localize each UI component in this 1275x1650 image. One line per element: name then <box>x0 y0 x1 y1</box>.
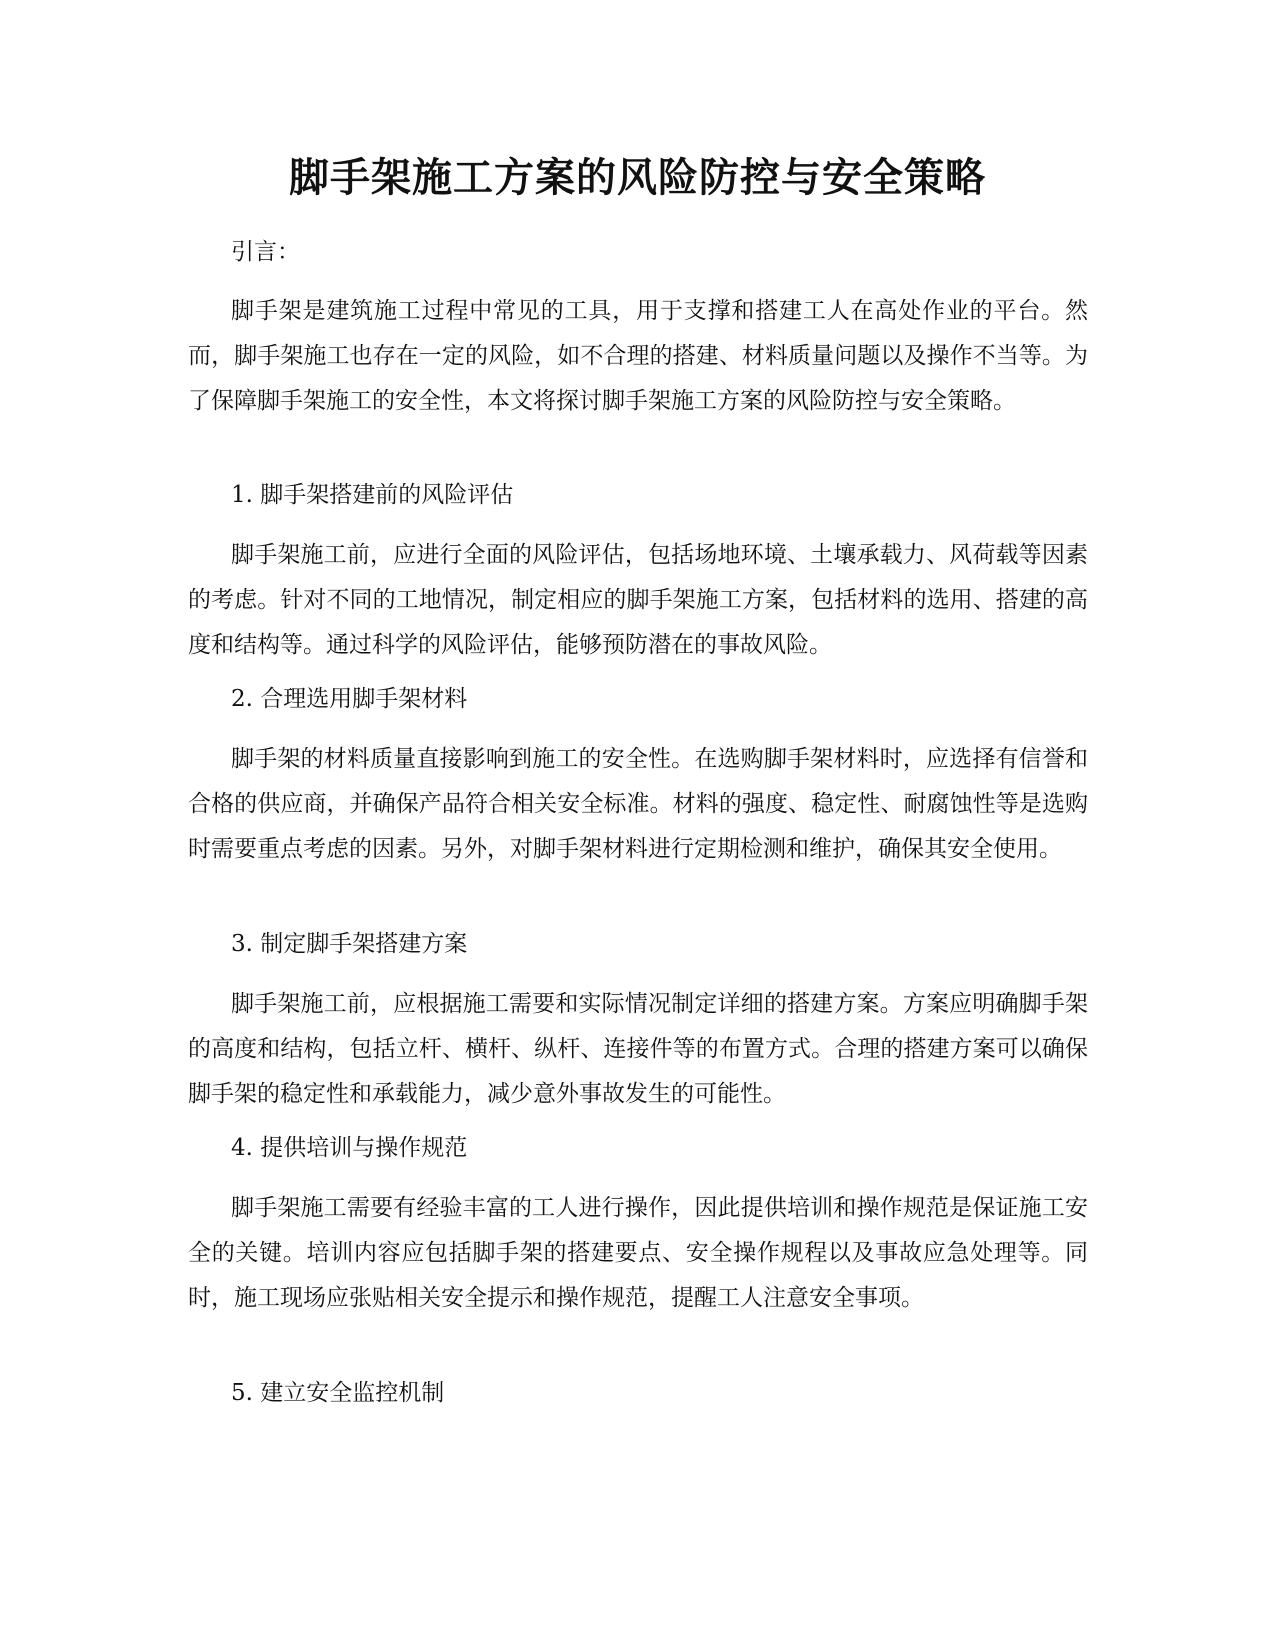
section-body-2: 脚手架的材料质量直接影响到施工的安全性。在选购脚手架材料时，应选择有信誉和合格的供应商，并确保产品符合相关安全标准。材料的强度、稳定性、耐腐蚀性等是选购时需要重点考虑的因素。另外，对脚手架材料进行定期检测和维护，确保其安全使用。 <box>188 746 1088 862</box>
section-body-3: 脚手架施工前，应根据施工需要和实际情况制定详细的搭建方案。方案应明确脚手架的高度和结构，包括立杆、横杆、纵杆、连接件等的布置方式。合理的搭建方案可以确保脚手架的稳定性和承载能力，减少意外事故发生的可能性。 <box>188 991 1088 1107</box>
section-heading-2: 2. 合理选用脚手架材料 <box>231 686 468 712</box>
page-title: 脚手架施工方案的风险防控与安全策略 <box>289 155 986 201</box>
section-body-4: 脚手架施工需要有经验丰富的工人进行操作，因此提供培训和操作规范是保证施工安全的关键。培训内容应包括脚手架的搭建要点、安全操作规程以及事故应急处理等。同时，施工现场应张贴相关安全提示和操作规范，提醒工人注意安全事项。 <box>188 1195 1088 1311</box>
section-heading-4: 4. 提供培训与操作规范 <box>231 1135 468 1161</box>
section-heading-5: 5. 建立安全监控机制 <box>231 1380 445 1406</box>
section-heading-1: 1. 脚手架搭建前的风险评估 <box>231 482 514 508</box>
section-heading-3: 3. 制定脚手架搭建方案 <box>231 931 468 957</box>
intro-label: 引言： <box>231 239 300 265</box>
intro-paragraph: 脚手架是建筑施工过程中常见的工具，用于支撑和搭建工人在高处作业的平台。然而，脚手架施工也存在一定的风险，如不合理的搭建、材料质量问题以及操作不当等。为了保障脚手架施工的安全性，本文将探讨脚手架施工方案的风险防控与安全策略。 <box>188 298 1088 414</box>
section-body-1: 脚手架施工前，应进行全面的风险评估，包括场地环境、土壤承载力、风荷载等因素的考虑。针对不同的工地情况，制定相应的脚手架施工方案，包括材料的选用、搭建的高度和结构等。通过科学的风险评估，能够预防潜在的事故风险。 <box>188 542 1088 658</box>
